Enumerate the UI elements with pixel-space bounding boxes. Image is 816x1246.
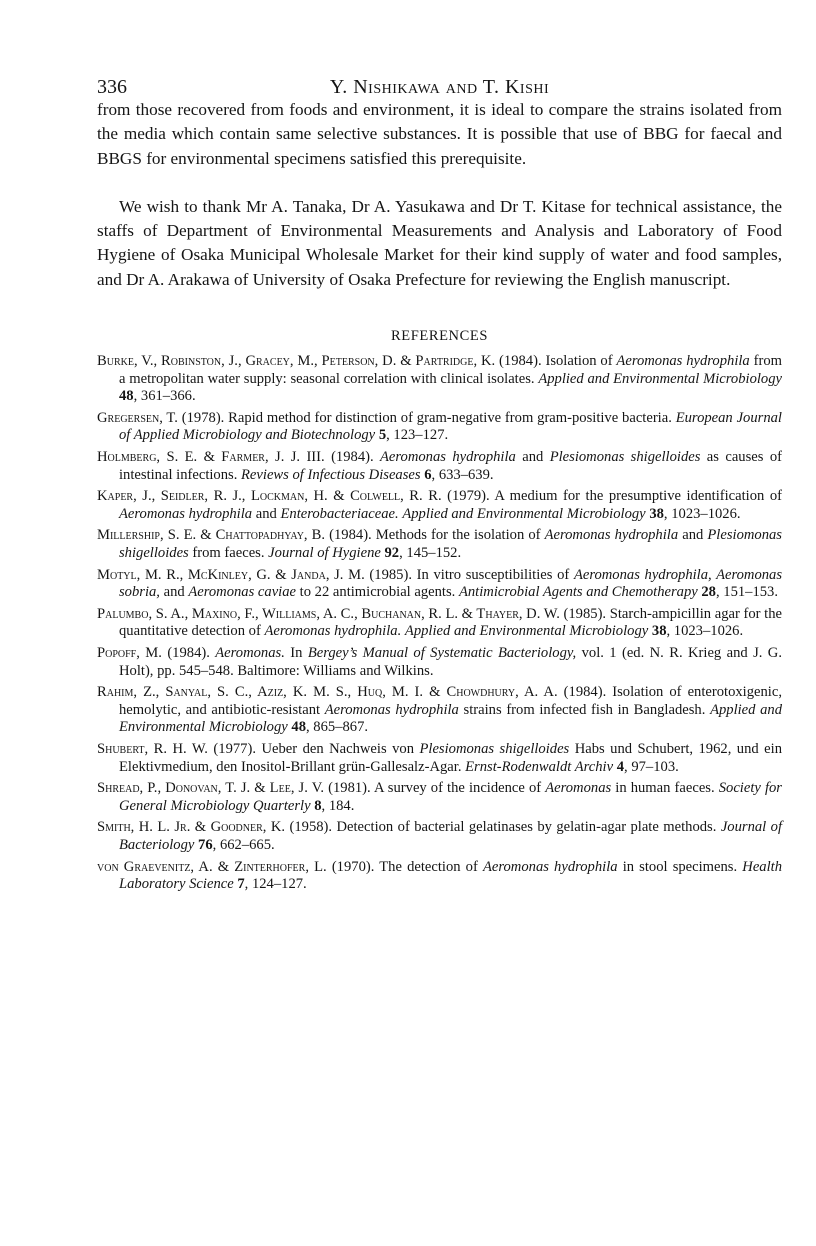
reference-ital: Aeromonas hydrophila bbox=[544, 527, 679, 544]
reference-authors: Smith, H. L. Jr. & Goodner, K. bbox=[97, 819, 286, 836]
reference-item bbox=[97, 645, 782, 680]
reference-vol: 38 bbox=[651, 623, 667, 640]
reference-text-mid: and bbox=[522, 449, 544, 466]
reference-authors: Gregersen, T. bbox=[97, 409, 178, 426]
reference-journal: Applied and Environmental Microbiology bbox=[402, 505, 646, 522]
reference-journal: Applied and Environmental Microbiology bbox=[119, 701, 783, 736]
reference-vol: 28 bbox=[701, 584, 716, 601]
reference-journal: Health Laboratory Science bbox=[119, 858, 783, 893]
reference-authors: Popoff, M. bbox=[97, 644, 162, 661]
reference-vol: 76 bbox=[198, 836, 213, 853]
reference-text-before: Isolation of bbox=[545, 353, 613, 370]
reference-year: (1985). bbox=[563, 605, 607, 622]
reference-item bbox=[97, 684, 782, 737]
reference-vol: 92 bbox=[384, 545, 400, 562]
reference-text-mid: vol. 1 (ed. N. R. Krieg and J. G. Holt), pp. 545–548. Baltimore: Williams and Wilkins. bbox=[119, 644, 782, 679]
reference-text-before: Isolation of enterotoxigenic, hemolytic, and antibiotic-resistant bbox=[119, 684, 782, 718]
reference-ital: Aeromonas hydrophila, Aeromonas sobria, bbox=[119, 566, 783, 601]
reference-vol: 48 bbox=[119, 388, 134, 405]
reference-pages: , 361–366. bbox=[133, 388, 196, 405]
reference-ital: Plesiomonas shigelloides bbox=[549, 449, 701, 466]
reference-ital: Enterobacteriaceae. bbox=[280, 505, 399, 522]
reference-authors: von Graevenitz, A. & Zinterhofer, L. bbox=[97, 858, 327, 875]
reference-year: (1978). bbox=[181, 409, 225, 426]
reference-year: (1984). bbox=[563, 684, 607, 701]
reference-authors: Palumbo, S. A., Maxino, F., Williams, A. C., Buchanan, R. L. & Thayer, D. W. bbox=[97, 605, 560, 622]
reference-ital: Aeromonas hydrophila bbox=[119, 505, 253, 522]
reference-pages: , 184. bbox=[321, 797, 355, 814]
reference-year: (1984). bbox=[329, 527, 372, 544]
reference-year: (1979). bbox=[447, 488, 490, 505]
reference-item bbox=[97, 780, 782, 815]
reference-year: (1970). bbox=[331, 858, 375, 875]
reference-authors: Millership, S. E. & Chattopadhyay, B. bbox=[97, 527, 326, 544]
reference-year: (1985). bbox=[369, 566, 412, 583]
reference-text-mid: in human faeces. bbox=[615, 780, 715, 797]
reference-journal: European Journal of Applied Microbiology and Biotechnology bbox=[119, 409, 782, 444]
reference-text-mid: in stool specimens. bbox=[622, 858, 738, 875]
reference-authors: Motyl, M. R., McKinley, G. & Janda, J. M. bbox=[97, 566, 365, 583]
reference-journal: Applied and Environmental Microbiology bbox=[404, 623, 649, 640]
reference-item bbox=[97, 819, 782, 854]
reference-pages: , 633–639. bbox=[431, 466, 494, 483]
body-paragraph: from those recovered from foods and environment, it is ideal to compare the strains isolated from the media which contain same selective substances. It is possible that use of BBG for faecal and BBGS for environmental specimens satisfied this prerequisite. bbox=[97, 100, 782, 168]
reference-year: (1984). bbox=[167, 644, 210, 661]
reference-text-before: In vitro susceptibilities of bbox=[416, 566, 570, 583]
reference-vol: 48 bbox=[291, 719, 306, 736]
reference-pages: , 151–153. bbox=[715, 584, 778, 601]
reference-year: (1958). bbox=[289, 819, 333, 836]
reference-text-before: Ueber den Nachweis von bbox=[261, 740, 414, 757]
reference-item bbox=[97, 741, 782, 776]
reference-authors: Rahim, Z., Sanyal, S. C., Aziz, K. M. S., Huq, M. I. & Chowdhury, A. A. bbox=[97, 684, 558, 701]
reference-ital: Aeromonas bbox=[545, 780, 612, 797]
reference-item bbox=[97, 449, 782, 484]
reference-journal: Applied and Environmental Microbiology bbox=[538, 370, 782, 387]
reference-text-before: Methods for the isolation of bbox=[375, 527, 541, 544]
reference-journal: Journal of Bacteriology bbox=[119, 819, 782, 853]
reference-item bbox=[97, 567, 782, 602]
reference-pages: , 865–867. bbox=[306, 719, 369, 736]
reference-journal: Ernst-Rodenwaldt Archiv bbox=[465, 758, 614, 775]
reference-text-mid: and bbox=[163, 584, 185, 601]
reference-item bbox=[97, 859, 782, 894]
reference-year: (1981). bbox=[328, 780, 371, 797]
reference-pages: , 1023–1026. bbox=[663, 505, 741, 522]
references-heading: REFERENCES bbox=[390, 328, 489, 345]
page-number: 336 bbox=[97, 76, 127, 98]
reference-text-mid: and bbox=[682, 527, 704, 544]
reference-pages: , 1023–1026. bbox=[666, 623, 744, 640]
reference-journal: Reviews of Infectious Diseases bbox=[241, 466, 421, 483]
reference-year: (1984). bbox=[499, 353, 542, 370]
reference-authors: Shubert, R. H. W. bbox=[97, 740, 208, 757]
reference-item bbox=[97, 353, 782, 406]
reference-year: (1977). bbox=[213, 740, 256, 757]
reference-text-before: A survey of the incidence of bbox=[373, 780, 542, 797]
reference-text-mid: to 22 antimicrobial agents. bbox=[299, 584, 456, 601]
reference-ital: Plesiomonas shigelloides bbox=[119, 527, 782, 562]
reference-text-mid: and bbox=[255, 505, 277, 522]
reference-authors: Burke, V., Robinston, J., Gracey, M., Peterson, D. & Partridge, K. bbox=[97, 353, 496, 370]
acknowledgement-paragraph: We wish to thank Mr A. Tanaka, Dr A. Yasukawa and Dr T. Kitase for technical assistance, the staffs of Department of Environmental Measurements and Analysis and Laboratory of Food Hygiene of Osaka Municipal Wholesale Market for their kind supply of water and food samples, and Dr A. Arakawa of University of Osaka Prefecture for reviewing the English manuscript. bbox=[97, 196, 782, 289]
reference-journal: Antimicrobial Agents and Chemotherapy bbox=[458, 584, 698, 601]
reference-text-mid: from faeces. bbox=[192, 545, 265, 562]
reference-pages: , 145–152. bbox=[399, 545, 462, 562]
reference-text-mid: strains from infected fish in Bangladesh. bbox=[463, 701, 706, 718]
reference-journal: Journal of Hygiene bbox=[268, 545, 381, 562]
reference-ital: Aeromonas hydrophila bbox=[616, 353, 750, 370]
reference-text-mid: In bbox=[290, 644, 303, 661]
reference-ital: Bergey’s Manual of Systematic Bacteriology, bbox=[307, 644, 577, 661]
reference-ital: Aeromonas hydrophila bbox=[380, 449, 516, 466]
reference-text-before: Detection of bacterial gelatinases by gelatin-agar plate methods. bbox=[336, 819, 717, 836]
reference-item bbox=[97, 606, 782, 641]
reference-ital: Aeromonas hydrophila. bbox=[264, 623, 402, 640]
reference-text-before: A medium for the presumptive identification of bbox=[494, 488, 782, 505]
reference-year: (1984). bbox=[331, 449, 374, 466]
reference-text-before: Rapid method for distinction of gram-negative from gram-positive bacteria. bbox=[228, 409, 672, 426]
running-head bbox=[97, 64, 782, 96]
reference-pages: , 97–103. bbox=[624, 758, 679, 775]
reference-pages: , 123–127. bbox=[386, 427, 449, 444]
reference-vol: 5 bbox=[378, 427, 387, 444]
reference-text-mid: Habs und Schubert, 1962, und ein Elektivmedium, den Inositol-Brillant grün-Gallesalz-Agar. bbox=[119, 740, 782, 775]
page bbox=[97, 64, 782, 898]
reference-ital: Aeromonas hydrophila bbox=[482, 858, 618, 875]
reference-item bbox=[97, 488, 782, 523]
reference-vol: 8 bbox=[314, 797, 322, 814]
reference-ital: Aeromonas caviae bbox=[188, 584, 297, 601]
reference-journal: Society for General Microbiology Quarterly bbox=[119, 780, 782, 814]
reference-list bbox=[97, 353, 782, 894]
reference-authors: Holmberg, S. E. & Farmer, J. J. III. bbox=[97, 449, 325, 466]
reference-vol: 7 bbox=[237, 876, 245, 893]
reference-item bbox=[97, 527, 782, 562]
reference-vol: 4 bbox=[616, 758, 625, 775]
reference-ital: Plesiomonas shigelloides bbox=[419, 740, 570, 757]
reference-ital: Aeromonas. bbox=[215, 644, 285, 661]
reference-pages: , 662–665. bbox=[212, 836, 275, 853]
reference-ital: Aeromonas hydrophila bbox=[324, 701, 459, 718]
reference-text-before: The detection of bbox=[379, 858, 478, 875]
reference-text-mid: as causes of intestinal infections. bbox=[119, 449, 782, 483]
reference-vol: 38 bbox=[649, 505, 664, 522]
reference-vol: 6 bbox=[424, 466, 432, 483]
reference-pages: , 124–127. bbox=[244, 876, 307, 893]
reference-text-mid: from a metropolitan water supply: seasonal correlation with clinical isolates. bbox=[119, 353, 782, 387]
reference-authors: Kaper, J., Seidler, R. J., Lockman, H. & Colwell, R. R. bbox=[97, 488, 442, 505]
reference-text-before: Starch-ampicillin agar for the quantitative detection of bbox=[119, 605, 782, 640]
running-head-authors: Y. Nishikawa and T. Kishi bbox=[329, 76, 550, 98]
reference-item bbox=[97, 410, 782, 445]
reference-authors: Shread, P., Donovan, T. J. & Lee, J. V. bbox=[97, 780, 325, 797]
